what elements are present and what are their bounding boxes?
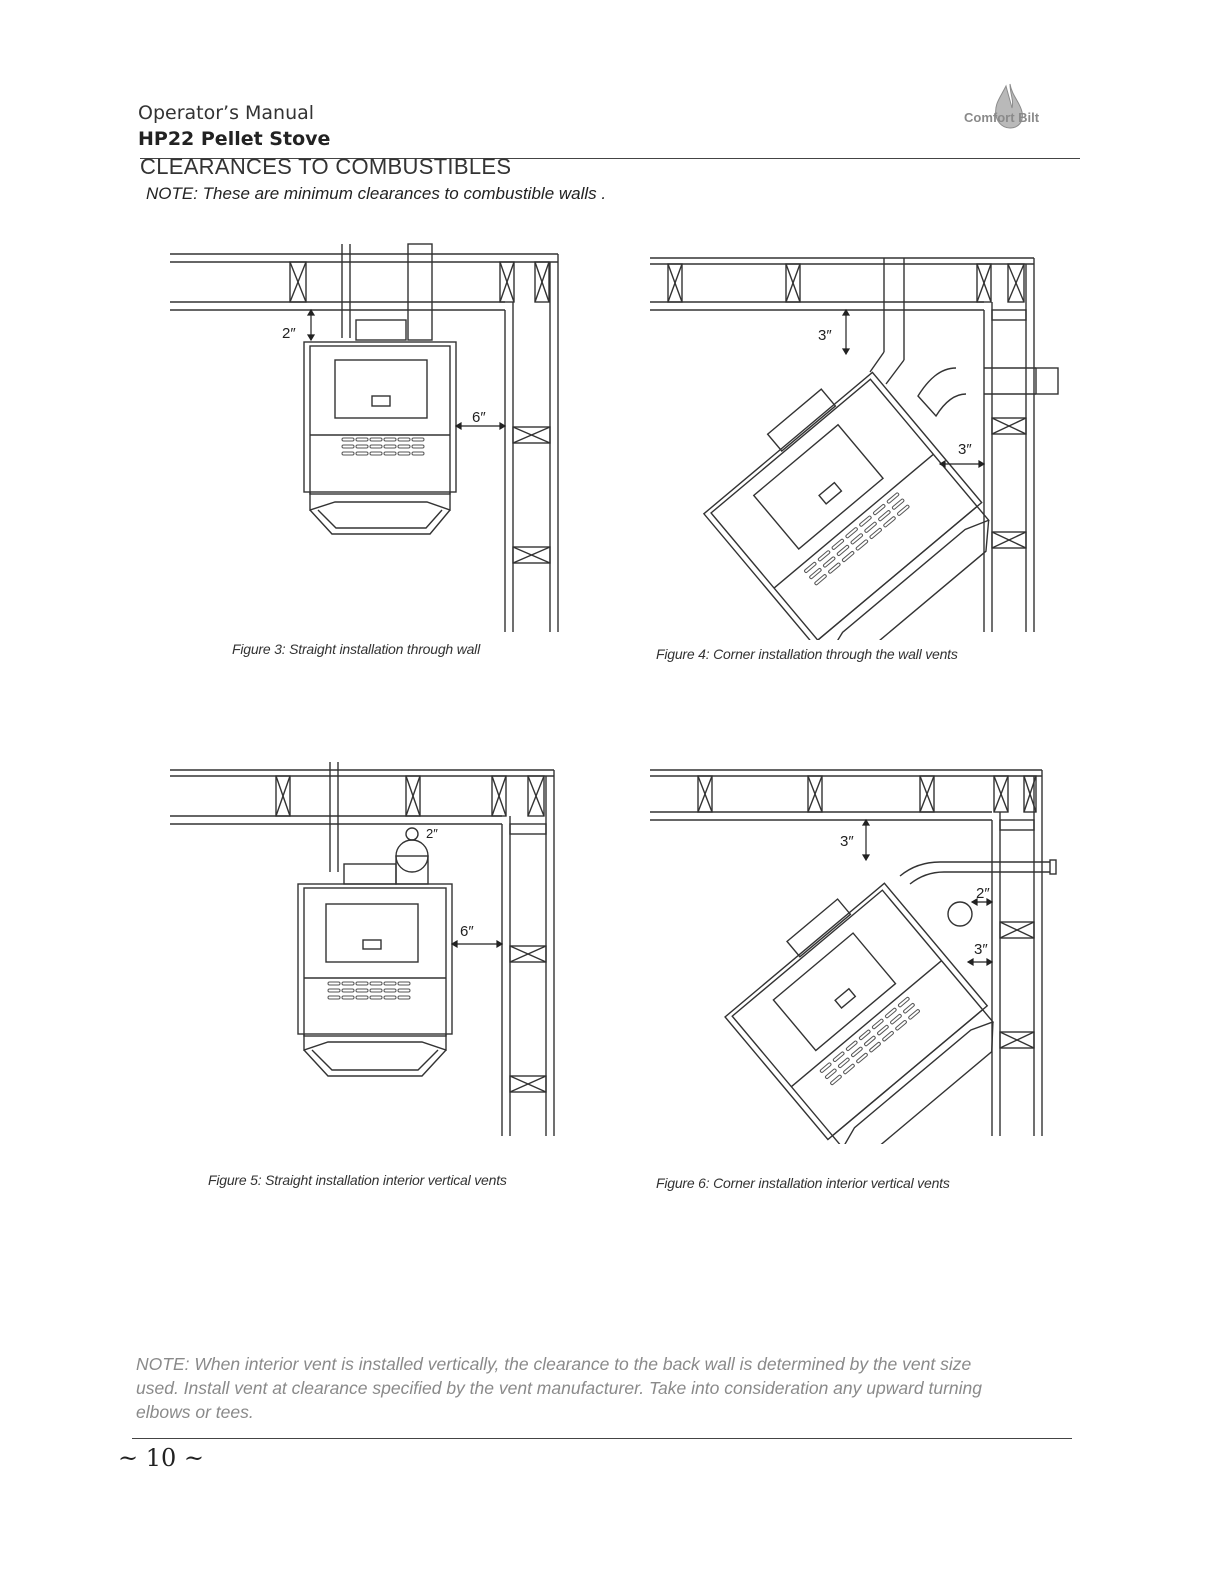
footer-rule: [132, 1438, 1072, 1439]
figure-3-label-rear: 2″: [282, 325, 296, 342]
figure-6-label-side: 3″: [974, 941, 988, 958]
figure-6-diagram: [650, 764, 1070, 1144]
figure-3-label-side: 6″: [472, 409, 486, 426]
figure-4: [650, 250, 1070, 640]
figure-4-diagram: [650, 250, 1070, 640]
manual-label: Operator’s Manual: [138, 102, 315, 124]
figure-3: [170, 242, 570, 637]
figure-4-caption: Figure 4: Corner installation through the wall vents: [656, 646, 958, 662]
figure-5: [170, 758, 570, 1143]
figure-4-label-rear: 3″: [818, 327, 832, 344]
figure-3-diagram: [170, 242, 570, 637]
page-number: ~ 10 ~: [118, 1444, 205, 1472]
product-label: HP22 Pellet Stove: [138, 128, 331, 150]
figure-3-caption: Figure 3: Straight installation through wall: [232, 641, 481, 657]
note-bottom: NOTE: When interior vent is installed vertically, the clearance to the back wall is determined by the vent size used. Install vent at clearance specified by the vent manufacturer. Take into consideration any upward turning elbows or tees.: [136, 1354, 983, 1422]
figure-5-diagram: [170, 758, 570, 1143]
comfort-bilt-logo: [960, 78, 1060, 148]
figure-6-label-vent: 2″: [976, 885, 990, 902]
figure-5-label-side: 6″: [460, 923, 474, 940]
figure-6: [650, 764, 1070, 1144]
figure-6-label-rear: 3″: [840, 833, 854, 850]
figure-5-label-rear: 2″: [426, 826, 438, 841]
figure-6-caption: Figure 6: Corner installation interior vertical vents: [656, 1175, 950, 1191]
figure-4-label-side: 3″: [958, 441, 972, 458]
figure-5-caption: Figure 5: Straight installation interior vertical vents: [208, 1172, 507, 1188]
note-top: NOTE: These are minimum clearances to combustible walls .: [146, 184, 607, 203]
section-title: CLEARANCES TO COMBUSTIBLES: [140, 154, 512, 179]
logo-text: Comfort Bilt: [964, 110, 1040, 125]
